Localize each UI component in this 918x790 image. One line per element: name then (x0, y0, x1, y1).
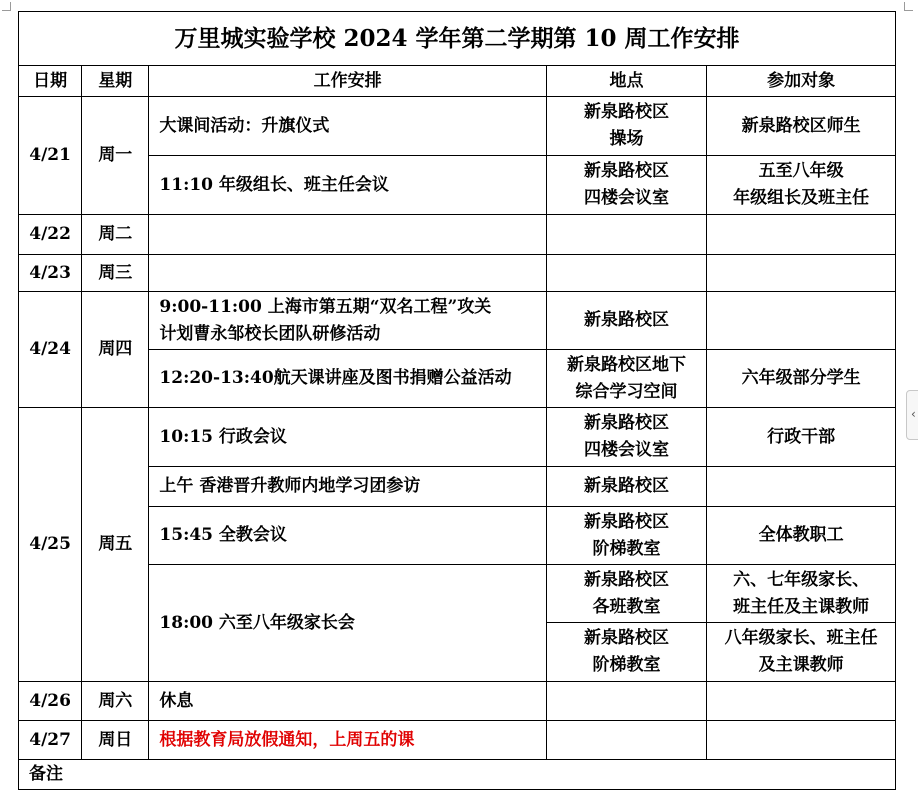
page-title: 万里城实验学校 2024 学年第二学期第 10 周工作安排 (19, 12, 896, 66)
work-cell (149, 215, 546, 255)
location-cell (546, 156, 707, 215)
work-cell: 12:20-13:40航天课讲座及图书捐赠公益活动 (149, 350, 546, 408)
date-cell: 4/22 (19, 215, 82, 255)
table-row (19, 408, 896, 467)
side-scroll-handle[interactable] (906, 390, 918, 440)
header-weekday: 星期 (82, 66, 149, 97)
header-participants: 参加对象 (707, 66, 896, 97)
chevron-left-icon: ‹ (911, 407, 916, 421)
participants-cell (707, 565, 896, 623)
location-line: 新泉路校区 (584, 102, 670, 122)
participants-cell (707, 255, 896, 292)
participants-line: 八年级家长、班主任 (724, 628, 878, 648)
header-row (19, 66, 896, 97)
participants-cell: 全体教职工 (707, 507, 896, 565)
location-line: 新泉路校区地下 (567, 354, 687, 375)
location-line: 四楼会议室 (584, 188, 670, 208)
table-row (19, 97, 896, 156)
header-work: 工作安排 (149, 66, 546, 97)
date-cell: 4/23 (19, 255, 82, 292)
work-cell: 15:45 全教会议 (149, 507, 546, 565)
table-row (19, 682, 896, 721)
location-cell (546, 255, 707, 292)
work-cell (149, 292, 546, 350)
location-cell (546, 97, 707, 156)
footer-row (19, 760, 896, 790)
location-line: 新泉路校区 (584, 161, 670, 181)
participants-line: 及主课教师 (758, 655, 844, 675)
work-cell: 根据教育局放假通知，上周五的课 (149, 721, 546, 760)
location-line: 各班教室 (592, 596, 661, 617)
table-row (19, 565, 896, 623)
participants-cell (707, 292, 896, 350)
location-cell (546, 215, 707, 255)
work-cell: 休息 (149, 682, 546, 721)
weekday-cell: 周一 (82, 97, 149, 215)
location-line: 新泉路校区 (584, 413, 670, 433)
header-location: 地点 (546, 66, 707, 97)
participants-cell: 新泉路校区师生 (707, 97, 896, 156)
location-line: 新泉路校区 (584, 511, 670, 532)
weekday-cell: 周四 (82, 292, 149, 408)
location-line: 四楼会议室 (584, 440, 670, 460)
location-cell: 新泉路校区 (546, 467, 707, 507)
participants-line: 班主任及主课教师 (733, 596, 870, 617)
table-row (19, 215, 896, 255)
work-cell: 18:00 六至八年级家长会 (149, 565, 546, 682)
schedule-table (18, 11, 896, 790)
footer-note: 备注 (19, 760, 896, 790)
location-cell (546, 623, 707, 682)
location-cell (546, 507, 707, 565)
participants-line: 六、七年级家长、 (733, 569, 870, 590)
table-row (19, 507, 896, 565)
date-cell: 4/25 (19, 408, 82, 682)
corner-mark (904, 2, 913, 11)
participants-cell (707, 467, 896, 507)
work-cell: 大课间活动：升旗仪式 (149, 97, 546, 156)
title-row (19, 12, 896, 66)
participants-cell (707, 721, 896, 760)
work-line: 9:00-11:00 上海市第五期“双名工程”攻关 (159, 296, 492, 317)
location-cell (546, 408, 707, 467)
header-date: 日期 (19, 66, 82, 97)
location-line: 综合学习空间 (575, 381, 678, 402)
participants-cell (707, 682, 896, 721)
participants-line: 年级组长及班主任 (733, 188, 870, 208)
work-cell (149, 255, 546, 292)
work-cell: 11:10 年级组长、班主任会议 (149, 156, 546, 215)
location-line: 阶梯教室 (592, 655, 661, 675)
table-row (19, 467, 896, 507)
location-line: 操场 (609, 129, 644, 149)
location-line: 新泉路校区 (584, 569, 670, 590)
participants-cell (707, 156, 896, 215)
weekday-cell: 周二 (82, 215, 149, 255)
location-line: 阶梯教室 (592, 538, 661, 559)
table-row (19, 350, 896, 408)
weekday-cell: 周日 (82, 721, 149, 760)
date-cell: 4/26 (19, 682, 82, 721)
table-row (19, 156, 896, 215)
weekday-cell: 周五 (82, 408, 149, 682)
corner-mark (2, 2, 11, 11)
date-cell: 4/21 (19, 97, 82, 215)
participants-cell: 行政干部 (707, 408, 896, 467)
location-cell (546, 350, 707, 408)
location-line: 新泉路校区 (584, 628, 670, 648)
work-line: 计划曹永邹校长团队研修活动 (159, 323, 381, 344)
location-cell (546, 682, 707, 721)
weekday-cell: 周三 (82, 255, 149, 292)
participants-line: 五至八年级 (758, 161, 844, 181)
participants-cell (707, 215, 896, 255)
participants-cell (707, 623, 896, 682)
table-row (19, 721, 896, 760)
location-cell (546, 721, 707, 760)
table-row (19, 292, 896, 350)
work-cell: 上午 香港晋升教师内地学习团参访 (149, 467, 546, 507)
table-row (19, 255, 896, 292)
participants-cell: 六年级部分学生 (707, 350, 896, 408)
location-cell: 新泉路校区 (546, 292, 707, 350)
work-cell: 10:15 行政会议 (149, 408, 546, 467)
location-cell (546, 565, 707, 623)
date-cell: 4/27 (19, 721, 82, 760)
weekday-cell: 周六 (82, 682, 149, 721)
date-cell: 4/24 (19, 292, 82, 408)
